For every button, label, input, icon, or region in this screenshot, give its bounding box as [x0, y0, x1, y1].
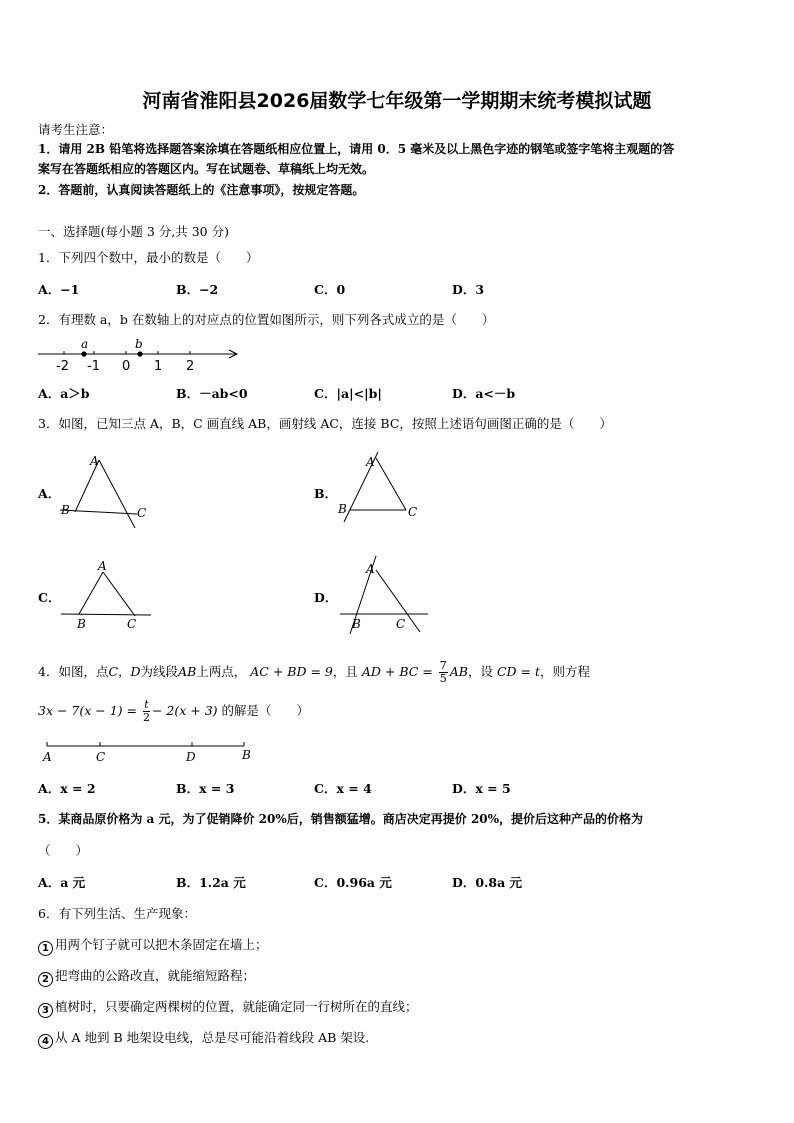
q6-item-3: 3 植树时，只要确定两棵树的位置，就能确定同一行树所在的直线；: [38, 998, 418, 1018]
q2-option-d: D．a<－b: [452, 386, 516, 401]
svg-text:D: D: [186, 750, 196, 764]
q3-figure-b: [332, 448, 442, 528]
q1-option-d: D．3: [452, 282, 485, 297]
question-2-stem: 2．有理数 a，b 在数轴上的对应点的位置如图所示，则下列各式成立的是（ ）: [38, 312, 495, 327]
svg-text:A: A: [43, 750, 52, 764]
point-a-label: a: [81, 337, 89, 351]
question-6-stem: 6．有下列生活、生产现象：: [38, 906, 196, 921]
q5-option-a: A．a 元: [38, 875, 86, 890]
q5-option-c: C．0.96a 元: [314, 875, 392, 890]
section-heading: 一、选择题(每小题 3 分,共 30 分): [38, 224, 229, 239]
q2-option-b: B．－ab<0: [176, 386, 248, 401]
tick-label: 0: [122, 359, 131, 374]
question-4-stem: 4．如图，点C，D为线段AB上两点， AC + BD = 9，且 AD + BC = $\frac{7}{5}$ AB，设 CD = t，则方程: [38, 659, 591, 685]
tick-label: -2: [56, 359, 69, 374]
q1-option-c: C．0: [314, 282, 346, 297]
svg-text:B: B: [77, 617, 86, 631]
notice-item-1-line-2: 案写在答题纸相应的答题区内。写在试题卷、草稿纸上均无效。: [38, 162, 375, 176]
q6-item-2: 2 把弯曲的公路改直，就能缩短路程；: [38, 967, 255, 987]
svg-text:C: C: [137, 506, 147, 520]
svg-text:B: B: [352, 617, 361, 631]
q3-figure-a: [55, 448, 165, 528]
question-3-stem: 3．如图，已知三点 A，B，C 画直线 AB，画射线 AC，连接 BC，按照上述语句画图正确的是（ ）: [38, 416, 612, 431]
notice-heading: 请考生注意：: [38, 122, 114, 137]
svg-text:B: B: [242, 748, 251, 762]
q5-option-d: D．0.8a 元: [452, 875, 523, 890]
svg-text:A: A: [366, 455, 375, 469]
segment-ab-figure: [40, 736, 254, 768]
question-1-stem: 1．下列四个数中，最小的数是（ ）: [38, 250, 259, 265]
q6-item-4: 4 从 A 地到 B 地架设电线，总是尽可能沿着线段 AB 架设.: [38, 1029, 369, 1049]
tick-label: 1: [154, 359, 163, 374]
q4-option-a: A．x = 2: [38, 781, 96, 796]
svg-text:A: A: [90, 454, 99, 468]
q2-option-a: A．a＞b: [38, 386, 90, 401]
question-5-stem-line-1: 5．某商品原价格为 a 元，为了促销降价 20%后，销售额猛增。商店决定再提价 20%，提价后这种产品的价格为: [38, 812, 644, 826]
q3-option-c: C．: [38, 590, 61, 605]
svg-text:C: C: [408, 505, 418, 519]
q1-option-a: A．−1: [38, 282, 80, 297]
svg-text:C: C: [96, 750, 106, 764]
q3-figure-c: [55, 554, 165, 634]
q5-option-b: B．1.2a 元: [176, 875, 246, 890]
svg-text:C: C: [127, 617, 137, 631]
question-5-stem-line-2: （ ）: [38, 843, 89, 858]
q3-option-d: D．: [314, 590, 338, 605]
point-a-dot: [81, 351, 86, 356]
point-b-label: b: [135, 337, 143, 351]
notice-item-2: 2．答题前，认真阅读答题纸上的《注意事项》，按规定答题。: [38, 183, 365, 197]
svg-text:A: A: [366, 562, 375, 576]
q3-option-a: A．: [38, 486, 61, 501]
q4-option-d: D．x = 5: [452, 781, 511, 796]
q6-item-1: 1 用两个钉子就可以把木条固定在墙上；: [38, 936, 268, 956]
number-line-figure: [36, 334, 242, 374]
svg-text:B: B: [338, 502, 347, 516]
q4-option-b: B．x = 3: [176, 781, 235, 796]
q2-option-c: C．|a|<|b|: [314, 386, 382, 401]
point-b-dot: [137, 351, 142, 356]
page-title: 河南省淮阳县2026届数学七年级第一学期期末统考模拟试题: [142, 90, 652, 112]
q3-figure-d: [332, 552, 442, 636]
tick-label: -1: [87, 359, 100, 374]
svg-text:A: A: [98, 559, 107, 573]
svg-text:B: B: [61, 503, 70, 517]
question-4-equation: 3x − 7(x − 1) = $\frac{t}{2}$ − 2(x + 3) 的解是（ ）: [38, 698, 310, 724]
q1-option-b: B．−2: [176, 282, 219, 297]
q3-option-b: B．: [314, 486, 338, 501]
q4-option-c: C．x = 4: [314, 781, 372, 796]
svg-text:C: C: [396, 617, 406, 631]
notice-item-1-line-1: 1．请用 2B 铅笔将选择题答案涂填在答题纸相应位置上，请用 0．5 毫米及以上黑色字迹的钢笔或签字笔将主观题的答: [38, 142, 675, 156]
tick-label: 2: [186, 359, 195, 374]
